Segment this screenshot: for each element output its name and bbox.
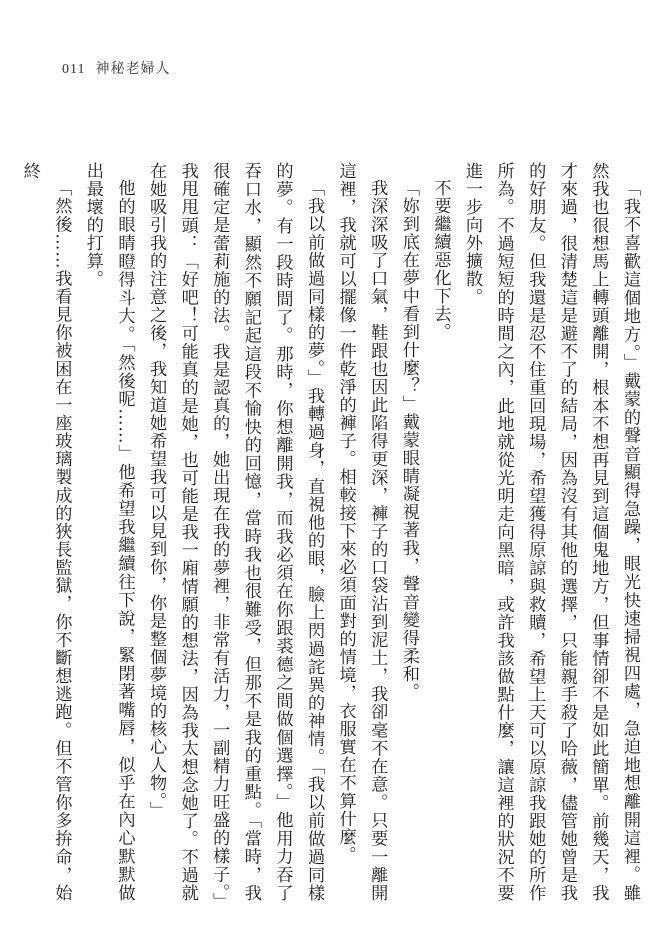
body-text — [19, 162, 645, 902]
paragraph: 我深深吸了口氣，鞋跟也因此陷得更深，褲子的口袋沾到泥土，我卻毫不在意。只要一離開這裡，我就可以擺像一件乾淨的褲子。相較接下來必須面對的情境，衣服實在不算什麼。 — [335, 162, 388, 902]
paragraph: 「我以前做過同樣的夢。」我轉過身，直視他的眼，臉上閃過詫異的神情。「我以前做過同樣的夢。有一段時間了。那時，你想離開我，而我必須在你跟裘德之間做個選擇。」他用力吞了吞口水，顯然不願記起這段不愉快的回憶，當時我也很難受，但那不是我的重點。「當時，我很確定是蕾莉施的法。我是認真的，她出現在我的夢裡，非常有活力，一副精力旺盛的樣子。」我甩甩頭：「好吧！可能真的是她，也可能是我一廂情願的想法，因為我太想念她了。不過就在她吸引我的注意之後，我知道她希望我可以見到你，你是整個夢境的核心人物。」 — [146, 162, 325, 902]
page-number: 011 — [62, 62, 86, 77]
book-title: 神秘老婦人 — [95, 61, 171, 77]
paragraph: 「我不喜歡這個地方。」戴蒙的聲音顯得急躁，眼光快速掃視四處，急迫地想離開這裡。雖然我也很想馬上轉頭離開，根本不想再見到這個鬼地方，但事情卻不是如此簡單。前幾天，我才來過，很清楚這是避不了的結局，因為沒有其他的選擇，只能親手殺了哈薇，儘管她曾是我的好朋友。但我還是忍不住重回現場，希望獲得原諒與救贖，希望上天可以原諒我跟她的所作所為。不過短短的時間之內，此地就從光明走向黑暗，或許我該做點什麼，讓這裡的狀況不要進一步向外擴散。 — [462, 162, 640, 902]
running-header — [62, 58, 170, 78]
paragraph: 他的眼睛瞪得斗大。「然後呢……」他希望我繼續往下說，緊閉著嘴唇，似乎在內心默默做出最壞的打算。 — [82, 162, 135, 902]
paragraph: 不要繼續惡化下去。 — [430, 179, 451, 342]
paragraph: 「妳到底在夢中看到什麼？」戴蒙眼睛凝視著我，聲音變得柔和。 — [398, 179, 419, 702]
paragraph: 「然後……我看見你被困在一座玻璃製成的狹長監獄，你不斷想逃跑。但不管你多拚命，始終 — [19, 162, 72, 902]
